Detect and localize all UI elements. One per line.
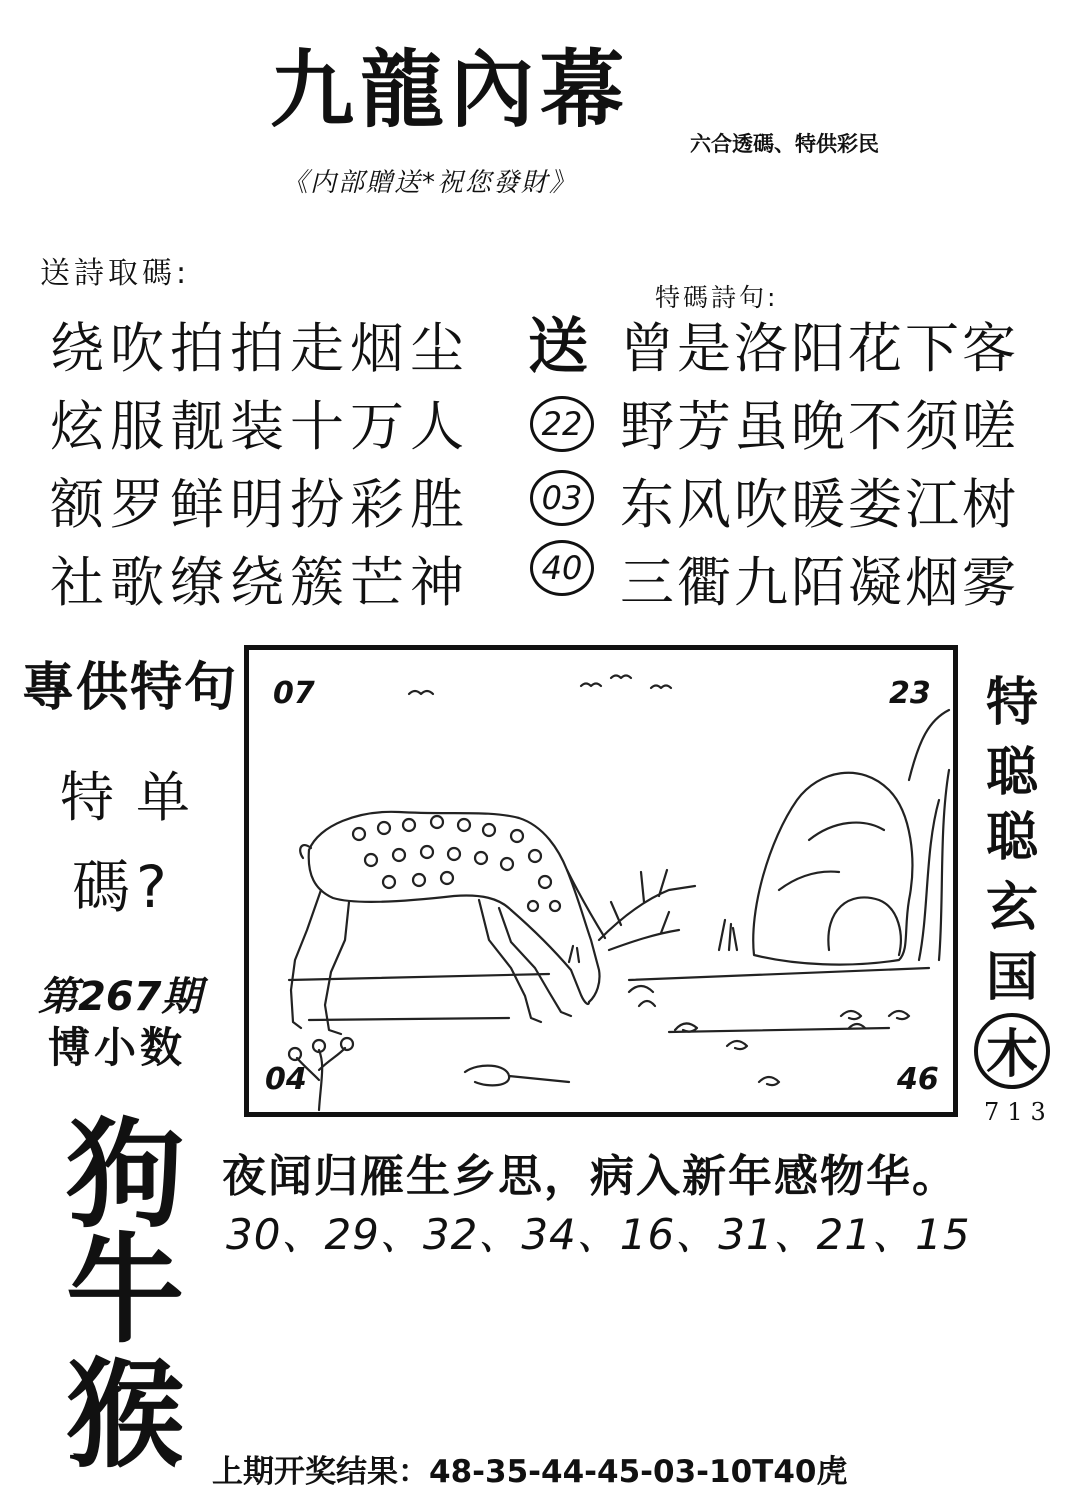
- poem-line: 炫服靓装十万人: [50, 395, 470, 458]
- last-draw-result: 上期开奖结果：48-35-44-45-03-10T40虎: [212, 1454, 848, 1490]
- special-single-label: 特单: [60, 766, 212, 829]
- special-poem-line: 野芳虽晚不须嗟: [620, 395, 1019, 458]
- corner-number: 23: [889, 676, 931, 711]
- right-column-char: 国: [985, 948, 1038, 1008]
- zodiac-char: 狗: [65, 1105, 184, 1244]
- special-poem-line: 曾是洛阳花下客: [620, 317, 1019, 380]
- corner-number: 07: [273, 676, 315, 711]
- poem-line: 绕吹拍拍走烟尘: [50, 317, 470, 380]
- special-sentence-label: 專供特句: [22, 658, 239, 718]
- poem-heading: 送詩取碼:: [40, 256, 191, 291]
- deer-illustration: [249, 650, 953, 1112]
- poem-couplet: 夜闻归雁生乡思，病入新年感物华。: [222, 1151, 958, 1202]
- zodiac-char: 牛: [65, 1220, 184, 1359]
- right-column-char: 聪: [985, 743, 1038, 803]
- special-question: 碼?: [72, 853, 173, 921]
- corner-number: 04: [265, 1062, 307, 1097]
- element-badge: 木: [974, 1013, 1050, 1089]
- issue-number: 第267期: [38, 974, 202, 1020]
- poem-left: [50, 314, 470, 626]
- send-char: 送: [528, 312, 588, 382]
- picture-frame: [244, 645, 958, 1117]
- special-poem-heading: 特碼詩句:: [655, 283, 779, 312]
- numbers-line: 30、29、32、34、16、31、21、15: [226, 1210, 971, 1259]
- element-digits: 713: [984, 1098, 1054, 1126]
- circled-number: 03: [530, 470, 594, 526]
- special-poem-line: 三衢九陌凝烟雾: [620, 551, 1019, 614]
- issue-sub: 博小数: [48, 1023, 187, 1072]
- right-column-char: 特: [985, 673, 1038, 733]
- subtitle: 《内部贈送*祝您發財》: [282, 168, 578, 198]
- corner-number: 46: [897, 1062, 939, 1097]
- right-column-char: 玄: [985, 878, 1038, 938]
- poem-line: 社歌缭绕簇芒神: [50, 551, 470, 614]
- right-column-char: 聪: [985, 808, 1038, 868]
- special-poem-line: 东风吹暖娄江树: [620, 473, 1019, 536]
- circled-number: 40: [530, 540, 594, 596]
- circled-number: 22: [530, 396, 594, 452]
- poem-line: 额罗鲜明扮彩胜: [50, 473, 470, 536]
- page-title: 九龍內幕: [270, 40, 631, 139]
- tagline: 六合透碼、特供彩民: [690, 132, 879, 156]
- special-poem: [620, 314, 1019, 626]
- zodiac-char: 猴: [65, 1345, 184, 1484]
